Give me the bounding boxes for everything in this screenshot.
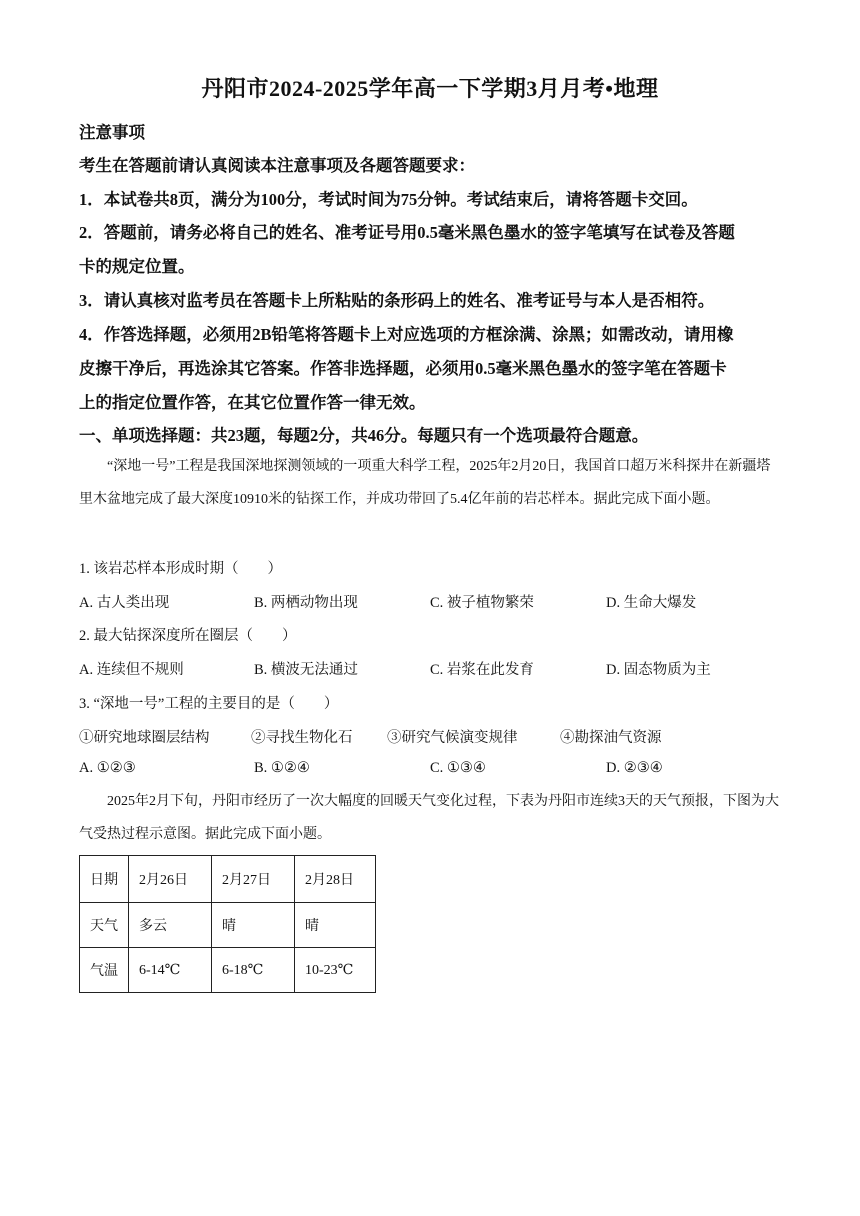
option-d: D. 生命大爆发 bbox=[606, 595, 697, 611]
table-cell: 天气 bbox=[80, 903, 129, 948]
notice-heading: 注意事项 bbox=[79, 123, 145, 142]
table-cell: 晴 bbox=[295, 903, 376, 948]
table-cell: 日期 bbox=[80, 856, 129, 903]
notice-item: 2．答题前，请务必将自己的姓名、准考证号用0.5毫米黑色墨水的签字笔填写在试卷及答题 bbox=[79, 223, 735, 242]
question-stem: 2. 最大钻探深度所在圈层（ ） bbox=[79, 628, 297, 644]
statement-item: ②寻找生物化石 bbox=[251, 730, 353, 746]
option-c: C. 被子植物繁荣 bbox=[430, 595, 534, 611]
notice-item: 卡的规定位置。 bbox=[79, 257, 195, 276]
table-cell: 2月26日 bbox=[129, 856, 212, 903]
question-stem: 3. “深地一号”工程的主要目的是（ ） bbox=[79, 696, 339, 712]
option-d: D. 固态物质为主 bbox=[606, 662, 711, 678]
option-b: B. 横波无法通过 bbox=[254, 662, 358, 678]
option-b: B. ①②④ bbox=[254, 760, 310, 776]
option-a: A. 连续但不规则 bbox=[79, 662, 184, 678]
table-row bbox=[80, 856, 376, 903]
option-c: C. 岩浆在此发育 bbox=[430, 662, 534, 678]
table-cell: 晴 bbox=[212, 903, 295, 948]
option-a: A. ①②③ bbox=[79, 760, 136, 776]
statement-item: ④勘探油气资源 bbox=[560, 730, 662, 746]
notice-item: 3．请认真核对监考员在答题卡上所粘贴的条形码上的姓名、准考证号与本人是否相符。 bbox=[79, 291, 715, 310]
option-d: D. ②③④ bbox=[606, 760, 663, 776]
option-c: C. ①③④ bbox=[430, 760, 486, 776]
table-cell: 多云 bbox=[129, 903, 212, 948]
notice-item: 皮擦干净后，再选涂其它答案。作答非选择题，必须用0.5毫米黑色墨水的签字笔在答题卡 bbox=[79, 359, 727, 378]
table-cell: 气温 bbox=[80, 948, 129, 993]
section-heading: 一、单项选择题：共23题，每题2分，共46分。每题只有一个选项最符合题意。 bbox=[79, 426, 649, 445]
notice-item: 上的指定位置作答，在其它位置作答一律无效。 bbox=[79, 393, 426, 412]
statement-item: ①研究地球圈层结构 bbox=[79, 730, 210, 746]
statement-item: ③研究气候演变规律 bbox=[387, 730, 518, 746]
table-cell: 2月28日 bbox=[295, 856, 376, 903]
table-cell: 6-18℃ bbox=[212, 948, 295, 993]
option-b: B. 两栖动物出现 bbox=[254, 595, 358, 611]
page-title: 丹阳市2024-2025学年高一下学期3月月考•地理 bbox=[201, 76, 659, 101]
reading-passage: “深地一号”工程是我国深地探测领域的一项重大科学工程，2025年2月20日，我国首口超万米科探井在新疆塔里木盆地完成了最大深度10910米的钻探工作，并成功带回了5.4亿年前的岩芯样本。据此完成下面小题。 bbox=[79, 459, 771, 507]
question-stem: 1. 该岩芯样本形成时期（ ） bbox=[79, 561, 282, 577]
table-row bbox=[80, 903, 376, 948]
table-cell: 6-14℃ bbox=[129, 948, 212, 993]
notice-item: 4．作答选择题，必须用2B铅笔将答题卡上对应选项的方框涂满、涂黑；如需改动，请用橡 bbox=[79, 325, 734, 344]
option-a: A. 古人类出现 bbox=[79, 595, 170, 611]
notice-intro: 考生在答题前请认真阅读本注意事项及各题答题要求： bbox=[79, 156, 475, 175]
notice-item: 1．本试卷共8页，满分为100分，考试时间为75分钟。考试结束后，请将答题卡交回。 bbox=[79, 190, 698, 209]
table-row bbox=[80, 948, 376, 993]
table-cell: 10-23℃ bbox=[295, 948, 376, 993]
weather-forecast-table bbox=[79, 855, 376, 993]
table-cell: 2月27日 bbox=[212, 856, 295, 903]
reading-passage: 2025年2月下旬，丹阳市经历了一次大幅度的回暖天气变化过程，下表为丹阳市连续3天的天气预报，下图为大气受热过程示意图。据此完成下面小题。 bbox=[79, 794, 779, 842]
